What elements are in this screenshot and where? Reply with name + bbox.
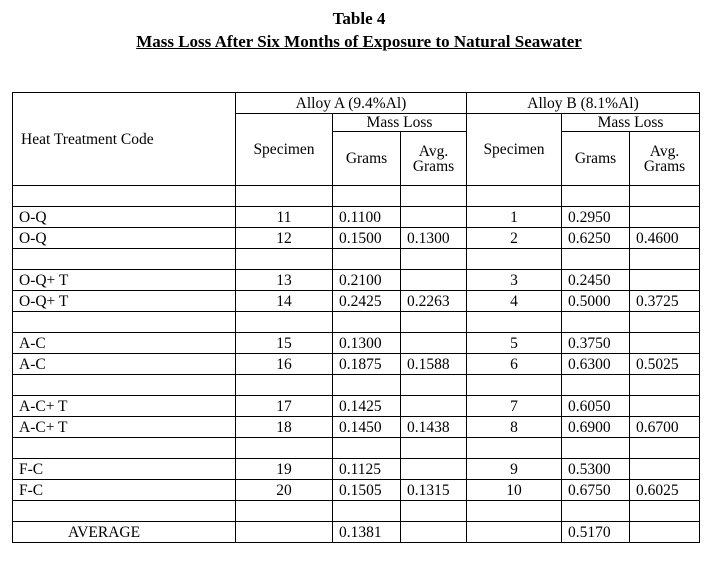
alloy-a-avg-grams-cell: 0.1438 — [401, 417, 467, 438]
alloy-b-mass-loss-header: Mass Loss — [562, 114, 700, 132]
separator-row — [13, 312, 700, 333]
empty-cell — [13, 186, 236, 207]
alloy-a-grams-cell: 0.1425 — [333, 396, 401, 417]
alloy-a-specimen-cell: 16 — [236, 354, 333, 375]
alloy-a-grams-cell: 0.1505 — [333, 480, 401, 501]
alloy-a-grams-cell: 0.2425 — [333, 291, 401, 312]
empty-cell — [467, 186, 562, 207]
alloy-b-avg-grams-cell: 0.6025 — [630, 480, 700, 501]
alloy-b-grams-cell: 0.5300 — [562, 459, 630, 480]
empty-cell — [401, 186, 467, 207]
average-row — [13, 522, 700, 543]
alloy-a-grams-cell: 0.1875 — [333, 354, 401, 375]
empty-cell — [562, 249, 630, 270]
alloy-b-avg-grams-cell: 0.4600 — [630, 228, 700, 249]
alloy-a-avg-grams-cell: 0.1315 — [401, 480, 467, 501]
empty-cell — [630, 501, 700, 522]
alloy-a-grams-cell: 0.1300 — [333, 333, 401, 354]
empty-cell — [467, 375, 562, 396]
empty-cell — [13, 438, 236, 459]
alloy-a-avg-grams-cell: 0.1300 — [401, 228, 467, 249]
empty-cell — [467, 501, 562, 522]
empty-cell — [630, 522, 700, 543]
alloy-a-header: Alloy A (9.4%Al) — [236, 93, 467, 114]
heat-treatment-code-cell: A-C+ T — [13, 396, 236, 417]
empty-cell — [13, 249, 236, 270]
alloy-a-specimen-cell: 13 — [236, 270, 333, 291]
table-row — [13, 270, 700, 291]
alloy-b-specimen-cell: 10 — [467, 480, 562, 501]
alloy-a-avg-grams-cell — [401, 270, 467, 291]
empty-cell — [467, 438, 562, 459]
alloy-a-grams-cell: 0.1125 — [333, 459, 401, 480]
heat-treatment-code-cell: F-C — [13, 480, 236, 501]
alloy-b-specimen-cell: 3 — [467, 270, 562, 291]
empty-cell — [630, 249, 700, 270]
alloy-a-specimen-cell: 15 — [236, 333, 333, 354]
empty-cell — [333, 501, 401, 522]
average-label: AVERAGE — [13, 522, 236, 543]
alloy-b-grams-cell: 0.2950 — [562, 207, 630, 228]
alloy-a-grams-cell: 0.2100 — [333, 270, 401, 291]
table-row — [13, 417, 700, 438]
table-row — [13, 207, 700, 228]
alloy-a-specimen-header: Specimen — [236, 114, 333, 186]
table-body — [13, 93, 700, 543]
separator-row — [13, 375, 700, 396]
heat-treatment-code-cell: O-Q — [13, 228, 236, 249]
separator-row — [13, 249, 700, 270]
alloy-a-avg-grams-cell — [401, 207, 467, 228]
empty-cell — [236, 522, 333, 543]
empty-cell — [333, 375, 401, 396]
empty-cell — [562, 375, 630, 396]
alloy-a-avg-grams-cell — [401, 459, 467, 480]
empty-cell — [333, 438, 401, 459]
empty-cell — [562, 186, 630, 207]
heat-treatment-code-cell: A-C — [13, 333, 236, 354]
empty-cell — [562, 438, 630, 459]
empty-cell — [13, 501, 236, 522]
empty-cell — [236, 501, 333, 522]
alloy-b-specimen-cell: 8 — [467, 417, 562, 438]
table-row — [13, 396, 700, 417]
heat-treatment-code-cell: O-Q+ T — [13, 270, 236, 291]
empty-cell — [562, 312, 630, 333]
empty-cell — [401, 438, 467, 459]
alloy-b-specimen-cell: 7 — [467, 396, 562, 417]
alloy-a-specimen-cell: 19 — [236, 459, 333, 480]
alloy-a-grams-cell: 0.1450 — [333, 417, 401, 438]
alloy-a-specimen-cell: 11 — [236, 207, 333, 228]
empty-cell — [401, 501, 467, 522]
alloy-a-specimen-cell: 18 — [236, 417, 333, 438]
empty-cell — [236, 186, 333, 207]
empty-cell — [401, 375, 467, 396]
alloy-b-avg-grams-cell: 0.3725 — [630, 291, 700, 312]
alloy-b-avg-grams-header: Avg. Grams — [630, 132, 700, 186]
empty-cell — [630, 375, 700, 396]
alloy-b-grams-cell: 0.6750 — [562, 480, 630, 501]
alloy-a-specimen-cell: 20 — [236, 480, 333, 501]
table-row — [13, 480, 700, 501]
empty-cell — [333, 186, 401, 207]
alloy-b-grams-cell: 0.6050 — [562, 396, 630, 417]
heat-treatment-code-header: Heat Treatment Code — [13, 93, 236, 186]
empty-cell — [13, 312, 236, 333]
alloy-b-grams-cell: 0.6900 — [562, 417, 630, 438]
alloy-b-avg-grams-cell: 0.5025 — [630, 354, 700, 375]
table-row — [13, 459, 700, 480]
alloy-b-specimen-cell: 4 — [467, 291, 562, 312]
empty-cell — [630, 186, 700, 207]
empty-cell — [13, 375, 236, 396]
alloy-b-grams-cell: 0.6300 — [562, 354, 630, 375]
empty-cell — [401, 249, 467, 270]
alloy-a-specimen-cell: 17 — [236, 396, 333, 417]
alloy-a-grams-cell: 0.1100 — [333, 207, 401, 228]
alloy-a-specimen-cell: 12 — [236, 228, 333, 249]
empty-cell — [333, 312, 401, 333]
empty-cell — [236, 438, 333, 459]
alloy-a-grams-cell: 0.1500 — [333, 228, 401, 249]
alloy-a-specimen-cell: 14 — [236, 291, 333, 312]
empty-cell — [467, 522, 562, 543]
alloy-b-specimen-cell: 5 — [467, 333, 562, 354]
alloy-a-average-grams: 0.1381 — [333, 522, 401, 543]
alloy-b-avg-grams-cell — [630, 270, 700, 291]
alloy-b-grams-cell: 0.2450 — [562, 270, 630, 291]
empty-cell — [467, 312, 562, 333]
alloy-a-avg-grams-cell — [401, 333, 467, 354]
alloy-b-specimen-cell: 9 — [467, 459, 562, 480]
separator-row — [13, 438, 700, 459]
empty-cell — [401, 522, 467, 543]
alloy-b-avg-grams-cell — [630, 333, 700, 354]
table-number: Table 4 — [332, 9, 386, 28]
table-row — [13, 228, 700, 249]
alloy-a-avg-grams-cell: 0.2263 — [401, 291, 467, 312]
table-title: Mass Loss After Six Months of Exposure to Natural Seawater — [136, 32, 582, 51]
heat-treatment-code-cell: F-C — [13, 459, 236, 480]
separator-row — [13, 501, 700, 522]
empty-cell — [467, 249, 562, 270]
alloy-b-average-grams: 0.5170 — [562, 522, 630, 543]
empty-cell — [401, 312, 467, 333]
alloy-a-grams-header: Grams — [333, 132, 401, 186]
mass-loss-table — [12, 92, 700, 543]
table-row — [13, 291, 700, 312]
alloy-b-specimen-header: Specimen — [467, 114, 562, 186]
empty-cell — [630, 438, 700, 459]
alloy-a-avg-grams-cell — [401, 396, 467, 417]
alloy-b-specimen-cell: 1 — [467, 207, 562, 228]
alloy-b-specimen-cell: 6 — [467, 354, 562, 375]
empty-cell — [236, 375, 333, 396]
separator-row — [13, 186, 700, 207]
empty-cell — [562, 501, 630, 522]
heat-treatment-code-cell: A-C — [13, 354, 236, 375]
alloy-b-avg-grams-cell — [630, 459, 700, 480]
alloy-b-specimen-cell: 2 — [467, 228, 562, 249]
empty-cell — [236, 312, 333, 333]
table-row — [13, 333, 700, 354]
heat-treatment-code-cell: O-Q — [13, 207, 236, 228]
alloy-a-mass-loss-header: Mass Loss — [333, 114, 467, 132]
alloy-b-grams-header: Grams — [562, 132, 630, 186]
table-row — [13, 354, 700, 375]
alloy-a-avg-grams-header: Avg. Grams — [401, 132, 467, 186]
alloy-b-avg-grams-cell — [630, 396, 700, 417]
alloy-b-grams-cell: 0.3750 — [562, 333, 630, 354]
alloy-b-header: Alloy B (8.1%Al) — [467, 93, 700, 114]
alloy-b-avg-grams-cell — [630, 207, 700, 228]
alloy-b-avg-grams-cell: 0.6700 — [630, 417, 700, 438]
heat-treatment-code-cell: A-C+ T — [13, 417, 236, 438]
alloy-b-grams-cell: 0.6250 — [562, 228, 630, 249]
heat-treatment-code-cell: O-Q+ T — [13, 291, 236, 312]
empty-cell — [236, 249, 333, 270]
empty-cell — [333, 249, 401, 270]
empty-cell — [630, 312, 700, 333]
alloy-b-grams-cell: 0.5000 — [562, 291, 630, 312]
alloy-a-avg-grams-cell: 0.1588 — [401, 354, 467, 375]
